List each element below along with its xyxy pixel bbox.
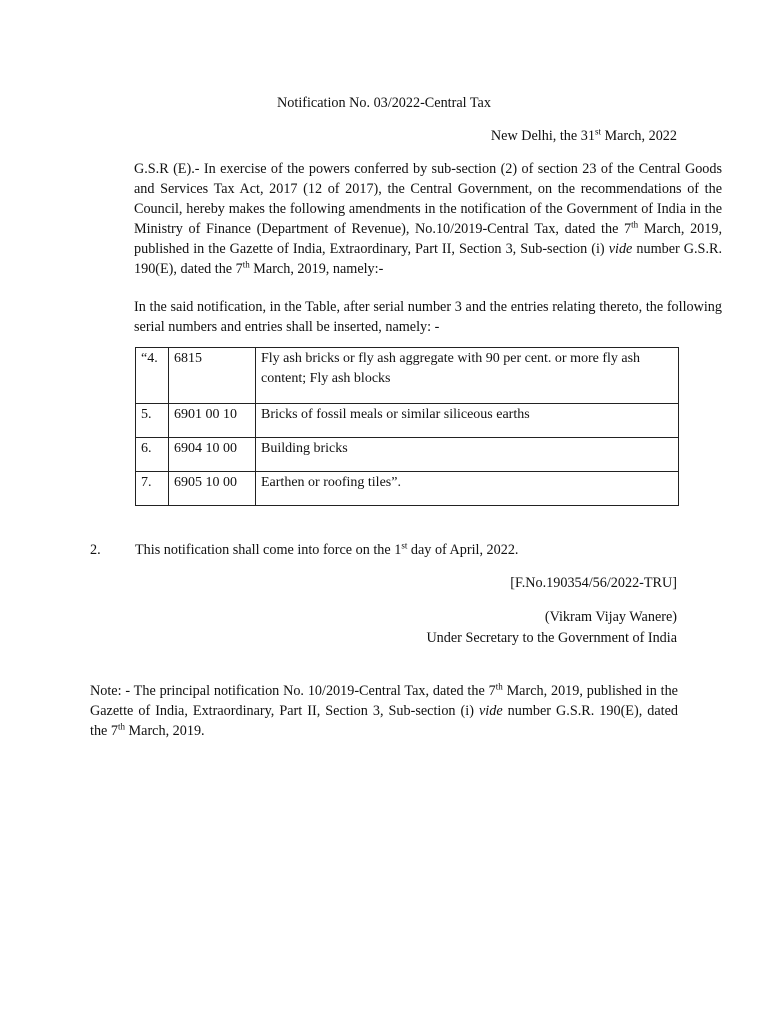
clause-text <box>135 540 518 560</box>
preamble-sup1: th <box>631 219 639 230</box>
amendment-paragraph: In the said notification, in the Table, after serial number 3 and the entries relating thereto, the following serial numbers and entries shall be inserted, namely: - <box>134 299 722 335</box>
description-cell: Bricks of fossil meals or similar siliceous earths <box>256 404 679 438</box>
preamble-d: March, 2019, namely:- <box>249 261 384 277</box>
note-sup1: th <box>495 681 503 692</box>
signatory-name: (Vikram Vijay Wanere) <box>544 609 677 625</box>
signatory-designation: Under Secretary to the Government of India <box>426 630 677 646</box>
serial-cell: 6. <box>136 438 169 472</box>
preamble-vide: vide <box>608 241 633 257</box>
preamble-paragraph <box>90 159 722 279</box>
note-d: March, 2019. <box>125 723 205 739</box>
note-paragraph <box>90 681 678 741</box>
amendment-table <box>135 347 679 506</box>
file-number: [F.No.190354/56/2022-TRU] <box>510 575 677 591</box>
place-date-sup: st <box>594 126 601 137</box>
description-cell: Earthen or roofing tiles”. <box>256 472 679 506</box>
clause-number: 2. <box>90 542 101 558</box>
serial-cell: 5. <box>136 404 169 438</box>
serial-cell: “4. <box>136 348 169 404</box>
note-c: number G.S.R. 190(E), dated the 7 <box>90 703 678 739</box>
hsn-code-cell: 6901 00 10 <box>169 404 256 438</box>
preamble-c: number G.S.R. 190(E), dated the 7 <box>134 241 722 277</box>
hsn-code-cell: 6905 10 00 <box>169 472 256 506</box>
serial-cell: 7. <box>136 472 169 506</box>
preamble-a: G.S.R (E).- In exercise of the powers conferred by sub-section (2) of section 23 of the Central Goods and Services Tax Act, 2017 (12 of 2017), the Central Government, on the recommendations of the Council, hereby makes the following amendments in the notification of the Government of India in the Ministry of Finance (Department of Revenue), No.10/2019-Central Tax, dated the 7 <box>134 161 722 237</box>
table-row <box>136 472 679 506</box>
clause-text-b: day of April, 2022. <box>407 542 519 558</box>
preamble-sup2: th <box>242 259 250 270</box>
table-row <box>136 404 679 438</box>
place-date <box>491 126 677 146</box>
description-cell: Fly ash bricks or fly ash aggregate with 90 per cent. or more fly ash content; Fly ash blocks <box>256 348 679 404</box>
description-cell: Building bricks <box>256 438 679 472</box>
place-date-rest: March, 2022 <box>600 128 677 144</box>
table-row <box>136 438 679 472</box>
preamble-b: March, 2019, published in the Gazette of India, Extraordinary, Part II, Section 3, Sub-section (i) <box>134 221 722 257</box>
table-row <box>136 348 679 404</box>
note-b: March, 2019, published in the Gazette of India, Extraordinary, Part II, Section 3, Sub-section (i) <box>90 683 678 719</box>
clause-sup: st <box>401 540 408 551</box>
note-a: Note: - The principal notification No. 10/2019-Central Tax, dated the 7 <box>90 683 496 699</box>
note-sup2: th <box>117 721 125 732</box>
note-vide: vide <box>478 703 503 719</box>
clause-text-a: This notification shall come into force on the 1 <box>135 542 402 558</box>
hsn-code-cell: 6815 <box>169 348 256 404</box>
place-date-text: New Delhi, the 31 <box>490 128 595 144</box>
notification-title: Notification No. 03/2022-Central Tax <box>277 95 491 111</box>
signature-block <box>426 607 677 649</box>
hsn-code-cell: 6904 10 00 <box>169 438 256 472</box>
